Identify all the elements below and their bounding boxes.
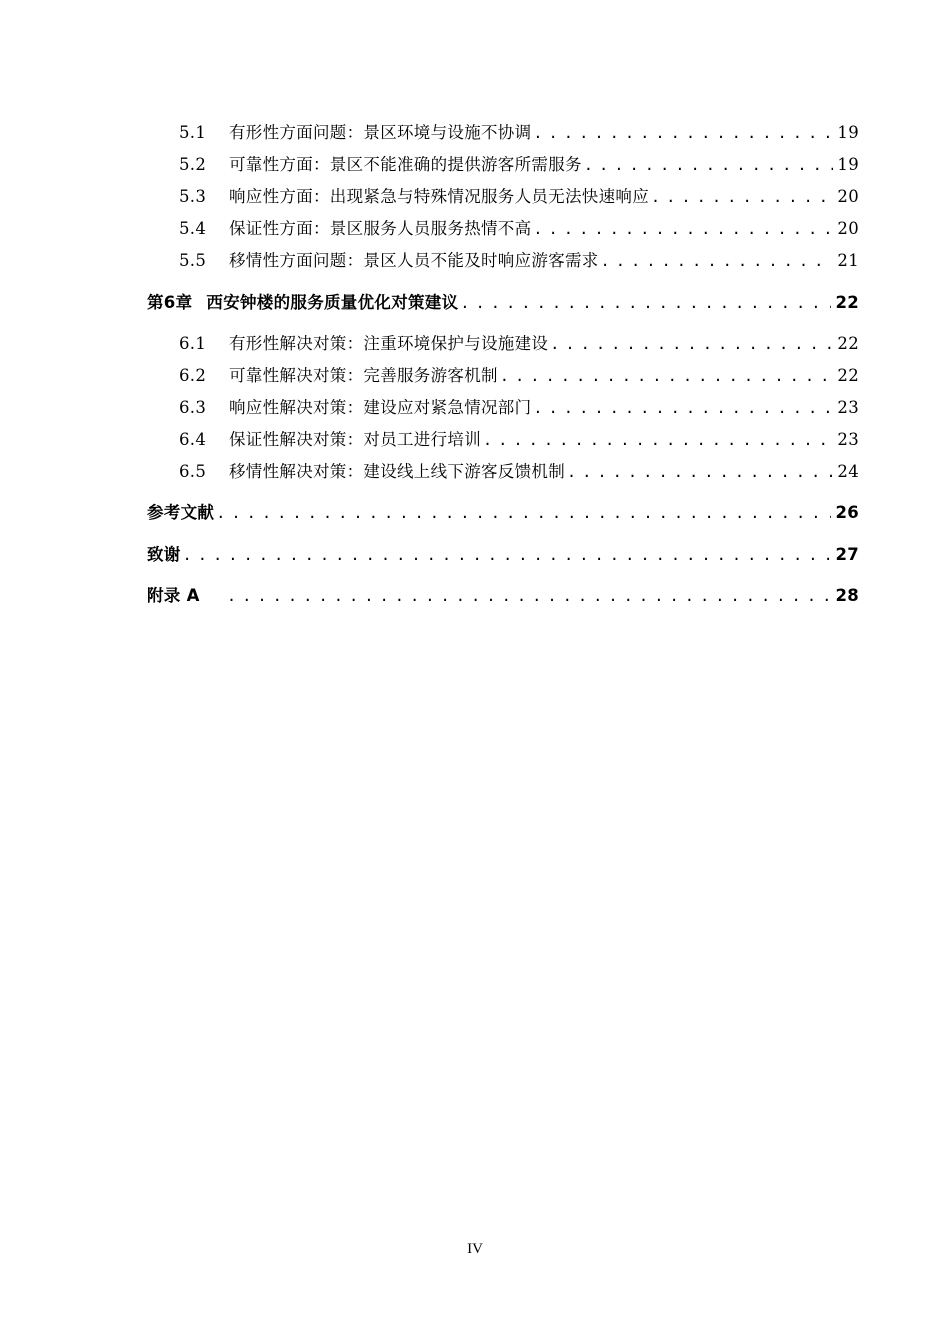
toc-entry-page: 22 — [835, 293, 859, 312]
toc-dot-leader — [550, 333, 833, 355]
toc-entry-title: 保证性解决对策：对员工进行培训 — [229, 430, 481, 449]
toc-dot-leader — [601, 250, 834, 272]
toc-dot-leader — [567, 461, 833, 483]
toc-entry-number: 5.3 — [179, 187, 207, 206]
toc-entry-appendix-a[interactable] — [147, 583, 859, 607]
toc-entry-page: 22 — [837, 366, 859, 385]
toc-entry-page: 28 — [835, 586, 859, 605]
toc-dot-leader — [183, 544, 832, 566]
toc-entry-6-1[interactable] — [179, 331, 859, 355]
toc-entry-title: 可靠性解决对策：完善服务游客机制 — [229, 366, 498, 385]
toc-dot-leader — [483, 429, 833, 451]
toc-entry-page: 19 — [837, 155, 859, 174]
toc-entry-title: 移情性解决对策：建设线上线下游客反馈机制 — [229, 462, 565, 481]
toc-entry-title: 致谢 — [147, 545, 181, 564]
toc-entry-number: 6.4 — [179, 430, 207, 449]
toc-entry-number: 5.1 — [179, 123, 207, 142]
toc-dot-leader — [533, 218, 833, 240]
toc-entry-title: 响应性解决对策：建设应对紧急情况部门 — [229, 398, 532, 417]
toc-entry-page: 26 — [835, 503, 859, 522]
toc-entry-title: 参考文献 — [147, 503, 215, 522]
toc-entry-6-4[interactable] — [179, 427, 859, 451]
toc-entry-page: 20 — [837, 187, 859, 206]
toc-entry-title: 移情性方面问题：景区人员不能及时响应游客需求 — [229, 251, 599, 270]
toc-entry-number: 6.5 — [179, 462, 207, 481]
toc-entry-page: 27 — [835, 545, 859, 564]
toc-entry-page: 19 — [837, 123, 859, 142]
toc-dot-leader — [584, 154, 834, 176]
toc-entry-number: 6.1 — [179, 334, 207, 353]
toc-entry-title: 响应性方面：出现紧急与特殊情况服务人员无法快速响应 — [229, 187, 649, 206]
toc-dot-leader — [227, 585, 831, 607]
toc-entry-page: 24 — [837, 462, 859, 481]
toc-entry-title: 可靠性方面：景区不能准确的提供游客所需服务 — [229, 155, 582, 174]
toc-entry-title: 有形性解决对策：注重环境保护与设施建设 — [229, 334, 549, 353]
toc-entry-title: 西安钟楼的服务质量优化对策建议 — [206, 293, 459, 312]
toc-entry-page: 23 — [837, 398, 859, 417]
toc-dot-leader — [460, 292, 831, 314]
toc-entry-number: 6.3 — [179, 398, 207, 417]
toc-entry-5-4[interactable] — [179, 216, 859, 240]
toc-entry-5-3[interactable] — [179, 184, 859, 208]
toc-entry-5-2[interactable] — [179, 152, 859, 176]
toc-entry-number: 5.4 — [179, 219, 207, 238]
toc-entry-acknowledgements[interactable] — [147, 542, 859, 566]
toc-entry-number: 第6章 — [147, 293, 193, 312]
toc-dot-leader — [216, 502, 831, 524]
toc-entry-references[interactable] — [147, 500, 859, 524]
toc-entry-6-3[interactable] — [179, 395, 859, 419]
toc-entry-page: 20 — [837, 219, 859, 238]
toc-entry-chapter-6[interactable] — [147, 290, 859, 314]
toc-entry-5-5[interactable] — [179, 248, 859, 272]
toc-dot-leader — [533, 397, 833, 419]
page-number: IV — [467, 1241, 483, 1257]
toc-entry-6-5[interactable] — [179, 459, 859, 483]
toc-entry-title: 保证性方面：景区服务人员服务热情不高 — [229, 219, 532, 238]
toc-entry-page: 22 — [837, 334, 859, 353]
toc-entry-6-2[interactable] — [179, 363, 859, 387]
toc-dot-leader — [651, 186, 833, 208]
toc-dot-leader — [500, 365, 834, 387]
toc-entry-5-1[interactable] — [179, 120, 859, 144]
toc-dot-leader — [533, 122, 833, 144]
toc-entry-title: 附录 A — [147, 586, 200, 605]
toc-entry-title: 有形性方面问题：景区环境与设施不协调 — [229, 123, 532, 142]
toc-entry-number: 5.2 — [179, 155, 207, 174]
toc-entry-page: 21 — [837, 251, 859, 270]
toc-entry-number: 5.5 — [179, 251, 207, 270]
toc-entry-number: 6.2 — [179, 366, 207, 385]
toc-entry-page: 23 — [837, 430, 859, 449]
